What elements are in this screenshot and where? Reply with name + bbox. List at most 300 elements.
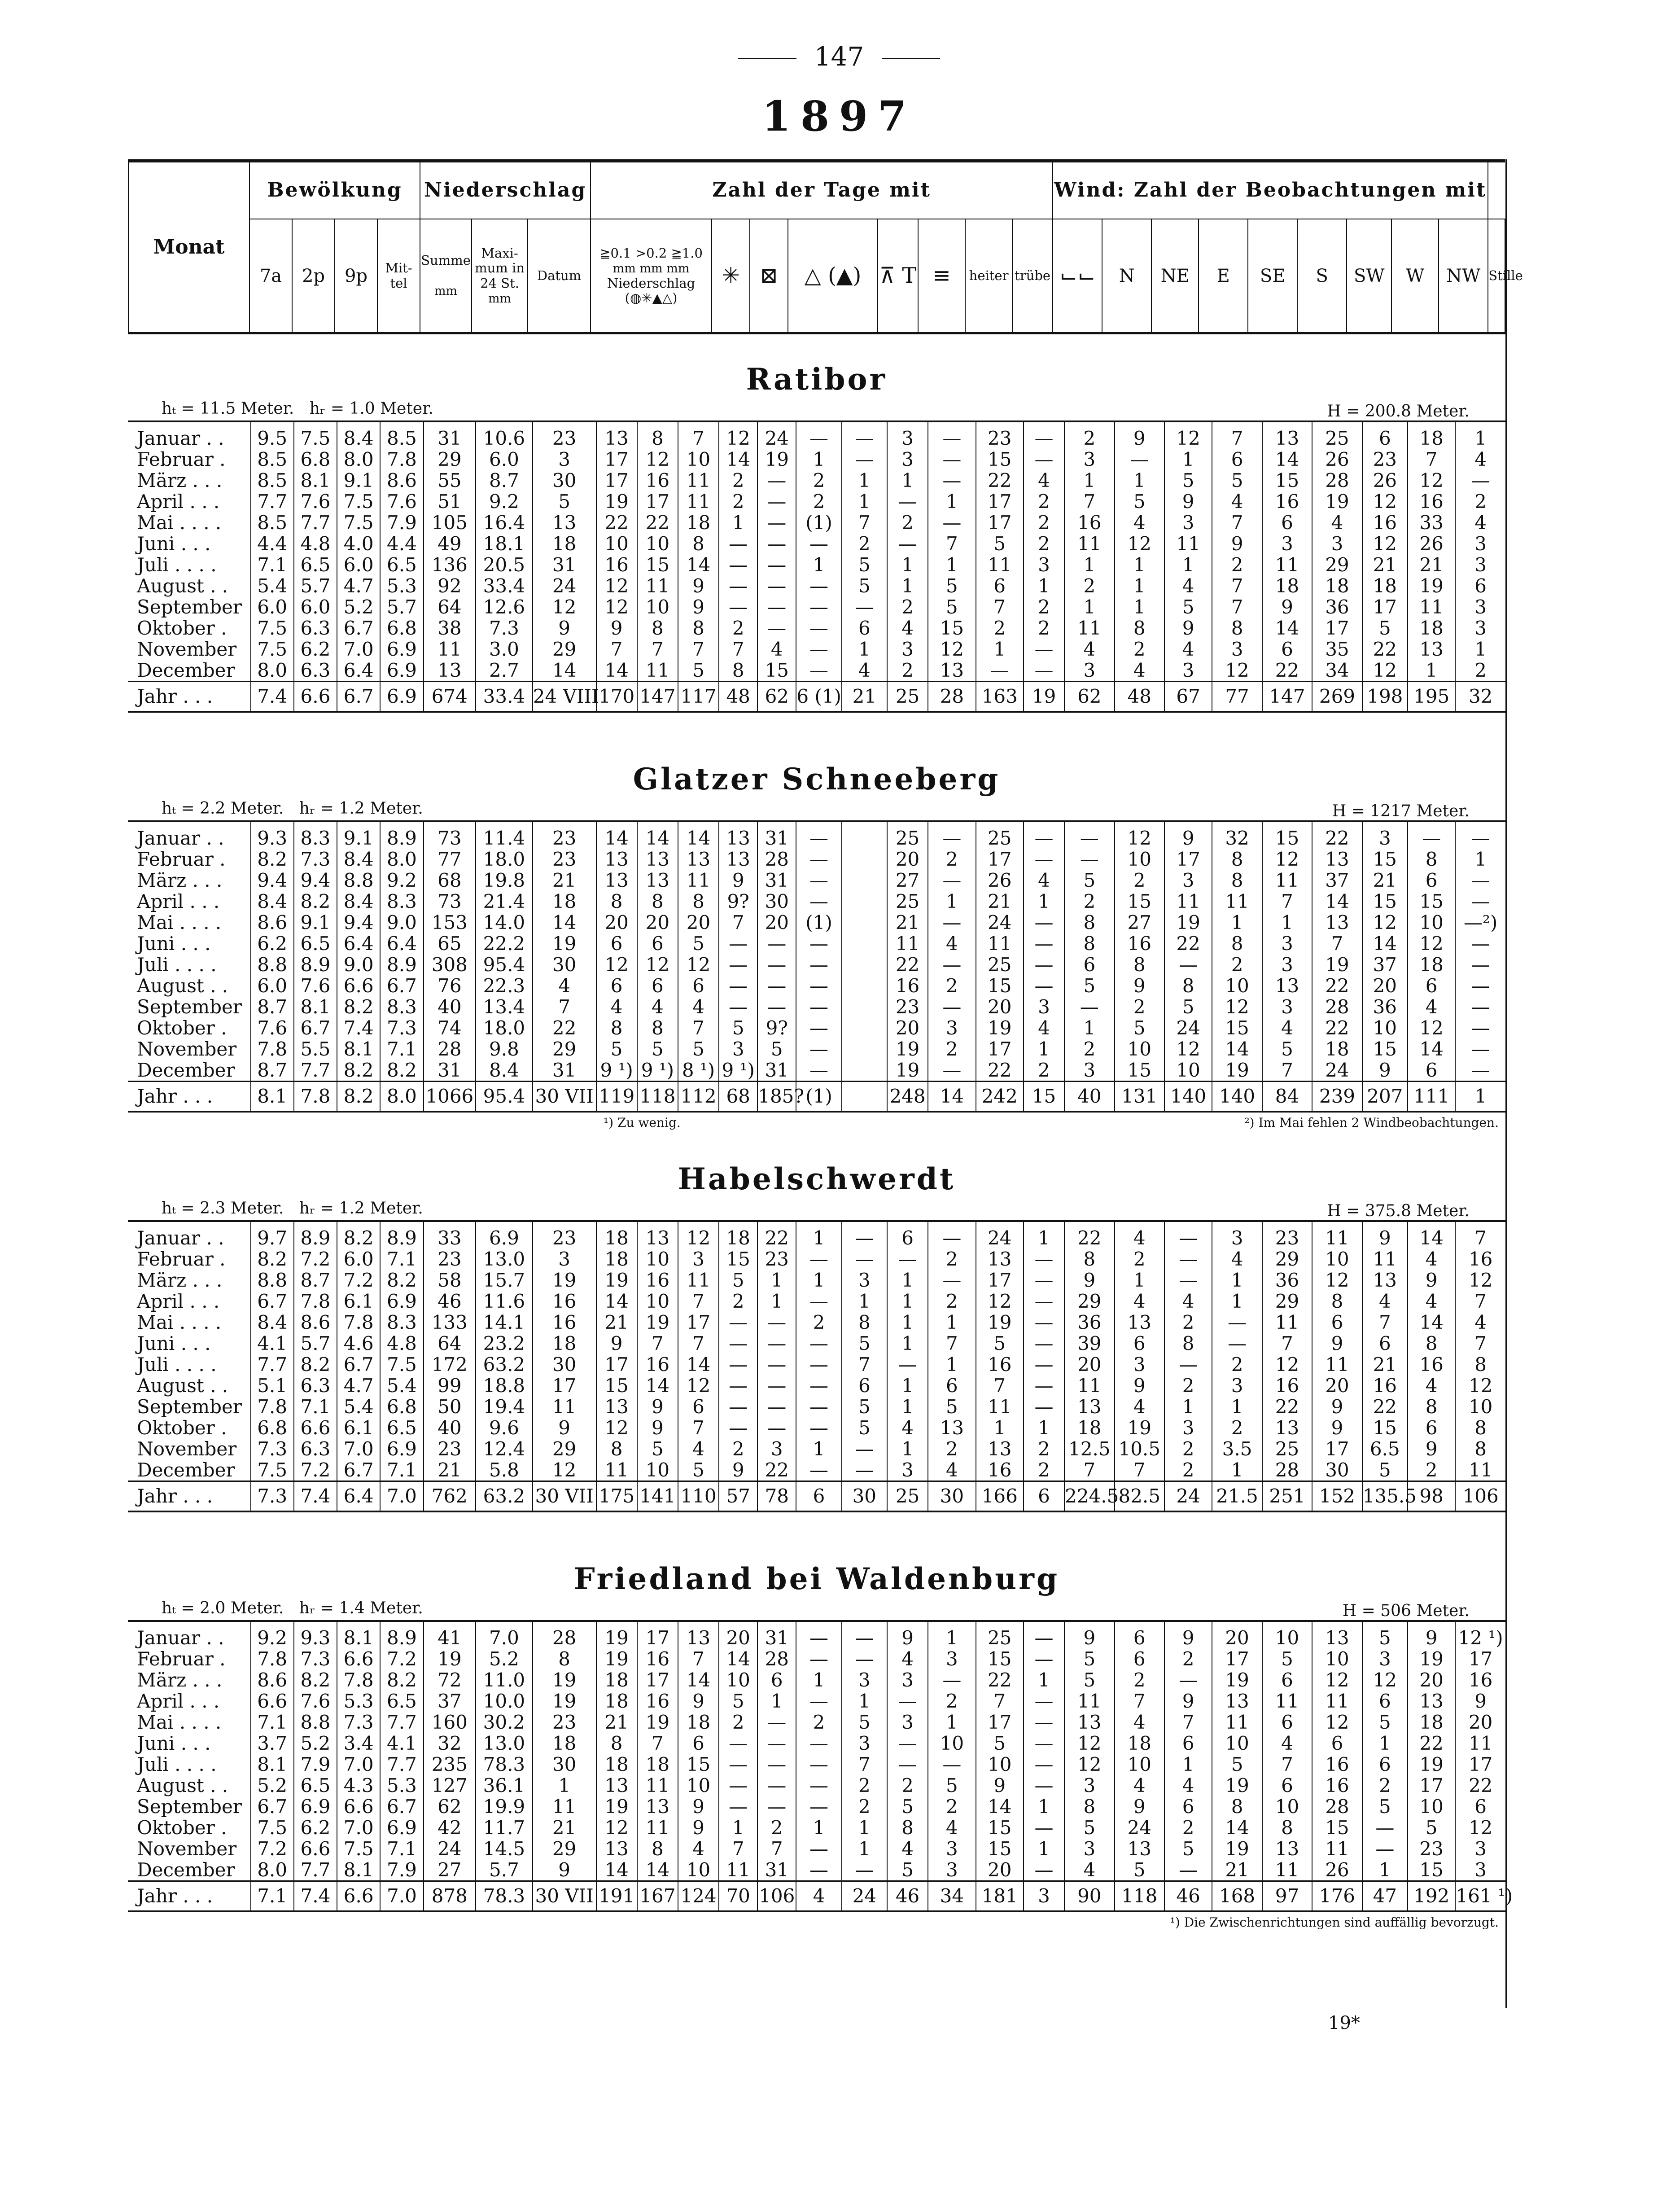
data-cell: 7.9 <box>294 1754 337 1775</box>
data-cell: 9 ¹) <box>719 1060 757 1082</box>
data-cell: 26 <box>1312 1859 1362 1881</box>
data-cell: 9 <box>1408 1627 1455 1648</box>
data-cell: 13 <box>1262 1838 1312 1859</box>
data-cell: 118 <box>637 1082 678 1112</box>
data-cell: 4 <box>1164 575 1212 596</box>
data-cell <box>842 1082 887 1112</box>
data-cell: — <box>1064 996 1114 1017</box>
month-label: September <box>137 1396 242 1418</box>
data-cell: 7.2 <box>294 1459 337 1481</box>
spacer-cell <box>976 1621 1024 1627</box>
data-cell: 5 <box>887 1796 928 1817</box>
data-cell: 8 <box>1164 1333 1212 1354</box>
data-cell: 11.6 <box>476 1291 533 1312</box>
data-cell: 3 <box>1455 554 1505 575</box>
month-label: Mai . . . . <box>137 1711 222 1733</box>
data-cell: 10 <box>678 1775 719 1796</box>
data-cell: 7.3 <box>251 1438 294 1459</box>
month-row <box>128 1375 1505 1396</box>
data-cell: 5.2 <box>294 1733 337 1754</box>
data-cell: — <box>1024 1733 1064 1754</box>
data-cell: 18 <box>533 533 596 554</box>
spacer-cell <box>1362 1221 1408 1227</box>
data-cell: 34 <box>928 1881 976 1912</box>
spacer-cell <box>424 1221 476 1227</box>
data-cell: 4 <box>887 1838 928 1859</box>
month-row <box>128 1648 1505 1669</box>
data-cell: 2 <box>796 1312 841 1333</box>
data-cell: 1 <box>1115 575 1164 596</box>
data-cell: 7.4 <box>251 682 294 712</box>
data-cell: 10 <box>1164 1060 1212 1082</box>
data-cell: 11 <box>678 870 719 891</box>
wind-se: SE <box>1248 219 1297 333</box>
spacer-cell <box>1362 421 1408 428</box>
data-cell: 15 <box>678 1754 719 1775</box>
data-cell: — <box>1455 828 1505 849</box>
data-cell: 97 <box>1262 1881 1312 1912</box>
data-cell: 5 <box>1262 1038 1312 1060</box>
data-cell: 12 <box>1115 533 1164 554</box>
data-cell: 19 <box>1408 1754 1455 1775</box>
data-cell: — <box>842 596 887 618</box>
spacer-cell <box>1064 421 1114 428</box>
data-cell: 25 <box>1312 428 1362 449</box>
month-row <box>128 954 1505 975</box>
data-cell: — <box>757 1775 796 1796</box>
data-cell: — <box>928 1754 976 1775</box>
data-cell: 95.4 <box>476 1082 533 1112</box>
data-cell: 6.7 <box>337 618 380 639</box>
spacer-cell <box>1164 821 1212 828</box>
data-cell: 13 <box>637 870 678 891</box>
spacer-cell <box>424 1621 476 1627</box>
data-cell: 4 <box>1212 1248 1262 1270</box>
data-cell: 239 <box>1312 1082 1362 1112</box>
spacer-cell <box>637 1221 678 1227</box>
year-total-row <box>128 1481 1505 1512</box>
data-cell: 3 <box>533 449 596 470</box>
month-row <box>128 1775 1505 1796</box>
data-cell: 5 <box>1212 1754 1262 1775</box>
data-cell: 1 <box>1024 1669 1064 1691</box>
spacer-cell <box>1262 1621 1312 1627</box>
monat-header: Monat <box>128 161 249 333</box>
data-cell: 18.0 <box>476 849 533 870</box>
data-cell: 22 <box>596 512 637 533</box>
data-cell: 5 <box>1408 1817 1455 1838</box>
data-cell: 31 <box>757 828 796 849</box>
data-cell: 9.0 <box>380 912 423 933</box>
data-cell: 25 <box>887 828 928 849</box>
data-cell: 8.1 <box>294 470 337 491</box>
month-label: Januar . . <box>137 1227 224 1249</box>
data-cell: 14 <box>719 1648 757 1669</box>
data-cell: 160 <box>424 1712 476 1733</box>
b-2p: 2p <box>292 219 335 333</box>
data-cell: 3.5 <box>1212 1438 1262 1459</box>
data-cell: 17 <box>596 1354 637 1375</box>
data-cell: 8 <box>678 891 719 912</box>
data-cell: 8.2 <box>380 1270 423 1291</box>
data-cell: 8 <box>637 428 678 449</box>
data-cell: 17 <box>976 512 1024 533</box>
data-cell: 5 <box>928 1396 976 1417</box>
data-cell: 7.8 <box>294 1291 337 1312</box>
spacer-cell <box>533 821 596 828</box>
data-cell: 7 <box>678 1417 719 1438</box>
data-cell: 7 <box>757 1838 796 1859</box>
data-cell: 5 <box>678 933 719 954</box>
data-cell: 33.4 <box>476 575 533 596</box>
data-cell: 7 <box>1455 1333 1505 1354</box>
spacer-cell <box>1262 821 1312 828</box>
data-cell: 29 <box>1262 1291 1312 1312</box>
data-cell: 4 <box>1115 1227 1164 1248</box>
data-cell: 4 <box>1024 470 1064 491</box>
data-cell: — <box>796 428 841 449</box>
data-cell: 8 <box>596 1438 637 1459</box>
data-cell: 30 <box>533 954 596 975</box>
month-label: Februar . <box>137 1248 226 1270</box>
spacer-cell <box>887 421 928 428</box>
data-cell: 1 <box>796 1270 841 1291</box>
data-cell: 195 <box>1408 682 1455 712</box>
data-cell: — <box>1024 1375 1064 1396</box>
data-cell: 4 <box>596 996 637 1017</box>
data-cell: 14 <box>678 1354 719 1375</box>
data-cell: 23 <box>424 1438 476 1459</box>
spacer-cell <box>337 1221 380 1227</box>
data-cell: 8.7 <box>251 996 294 1017</box>
data-cell: — <box>1455 891 1505 912</box>
data-cell: 8.2 <box>251 1248 294 1270</box>
data-cell: 14 <box>596 1859 637 1881</box>
data-cell: 8 <box>678 533 719 554</box>
data-cell: — <box>796 996 841 1017</box>
data-cell: 7 <box>1164 1712 1212 1733</box>
spacer-cell <box>476 421 533 428</box>
data-cell: 11 <box>637 1775 678 1796</box>
data-cell: 2 <box>928 1291 976 1312</box>
data-cell: 6.9 <box>380 660 423 682</box>
data-cell: 9.2 <box>251 1627 294 1648</box>
station-heights <box>128 1598 1505 1620</box>
data-cell: 6.4 <box>337 1481 380 1512</box>
data-cell: 22 <box>1064 1227 1114 1248</box>
month-label: December <box>137 1059 235 1081</box>
data-cell: 248 <box>887 1082 928 1112</box>
data-cell: — <box>719 1754 757 1775</box>
data-cell: — <box>842 1438 887 1459</box>
data-cell: 2 <box>842 533 887 554</box>
year-total-row <box>128 682 1505 712</box>
year-total-row <box>128 1881 1505 1912</box>
data-cell: 6.7 <box>294 1017 337 1038</box>
data-cell: 5 <box>1362 1796 1408 1817</box>
data-cell: 77 <box>1212 682 1262 712</box>
spacer-cell <box>294 1221 337 1227</box>
data-cell: 1 <box>1064 470 1114 491</box>
data-cell: 11 <box>1312 1838 1362 1859</box>
data-cell: — <box>719 996 757 1017</box>
data-cell: — <box>796 849 841 870</box>
data-cell: 10 <box>637 1248 678 1270</box>
data-cell: 18 <box>1064 1417 1114 1438</box>
data-cell: 8.2 <box>380 1669 423 1691</box>
data-cell: 308 <box>424 954 476 975</box>
data-cell: 8 <box>1212 1796 1262 1817</box>
data-cell: 15 <box>976 1817 1024 1838</box>
data-cell: 19 <box>1312 954 1362 975</box>
data-cell: 11 <box>596 1459 637 1481</box>
data-cell: 14 <box>1262 449 1312 470</box>
data-cell: 19 <box>1212 1060 1262 1082</box>
year-total-row <box>128 1082 1505 1112</box>
station-section <box>128 760 1505 1134</box>
data-cell: 19 <box>533 1691 596 1712</box>
data-cell: 7.0 <box>380 1881 423 1912</box>
spacer-cell <box>1115 421 1164 428</box>
instrument-heights: hₜ = 11.5 Meter. hᵣ = 1.0 Meter. <box>162 399 433 418</box>
data-cell: 67 <box>1164 682 1212 712</box>
spacer-cell <box>337 821 380 828</box>
data-cell: — <box>887 1754 928 1775</box>
data-cell: 10 <box>596 533 637 554</box>
data-cell: 1 <box>928 891 976 912</box>
data-cell: — <box>1164 1227 1212 1248</box>
data-cell: 21 <box>1362 554 1408 575</box>
station-data-table <box>128 421 1505 713</box>
data-cell: 106 <box>1455 1481 1505 1512</box>
data-cell: 1 <box>887 1291 928 1312</box>
data-cell: 18 <box>533 1333 596 1354</box>
data-cell: 6.8 <box>380 1396 423 1417</box>
data-cell: 2 <box>1164 1375 1212 1396</box>
data-cell: 7.0 <box>380 1481 423 1512</box>
data-cell: 1 <box>796 1817 841 1838</box>
data-cell: 23 <box>533 1227 596 1248</box>
data-cell: — <box>796 870 841 891</box>
data-cell: — <box>1408 828 1455 849</box>
data-cell: 12 <box>1164 1038 1212 1060</box>
data-cell: 17 <box>976 1270 1024 1291</box>
data-cell: 23 <box>533 1712 596 1733</box>
spacer-cell <box>1164 1621 1212 1627</box>
data-cell: 73 <box>424 891 476 912</box>
data-cell: — <box>796 1796 841 1817</box>
data-cell: 7 <box>842 512 887 533</box>
month-row <box>128 639 1505 660</box>
spacer-cell <box>128 1621 251 1627</box>
data-cell: 30 <box>842 1481 887 1512</box>
data-cell: 3 <box>1455 1838 1505 1859</box>
data-cell: 8.2 <box>337 1060 380 1082</box>
data-cell: 6.5 <box>1362 1438 1408 1459</box>
data-cell: 1 <box>1212 1291 1262 1312</box>
data-cell: 9.1 <box>294 912 337 933</box>
month-label: September <box>137 996 242 1018</box>
data-cell: 6.1 <box>337 1291 380 1312</box>
data-cell: 21 <box>887 912 928 933</box>
data-cell: 11 <box>1262 1312 1312 1333</box>
data-cell: 6 <box>887 1227 928 1248</box>
data-cell: 7 <box>1115 1691 1164 1712</box>
data-cell: 4 <box>1362 1291 1408 1312</box>
data-cell: 7.8 <box>337 1312 380 1333</box>
data-cell: 47 <box>1362 1881 1408 1912</box>
data-cell: 7 <box>678 1291 719 1312</box>
spacer-cell <box>380 1221 423 1227</box>
month-row <box>128 891 1505 912</box>
spacer-row <box>128 1221 1505 1227</box>
month-label: September <box>137 596 242 618</box>
data-cell: 30 <box>533 470 596 491</box>
data-cell: — <box>1024 1859 1064 1881</box>
data-cell: 5.7 <box>380 596 423 618</box>
data-cell: 6.9 <box>380 1817 423 1838</box>
data-cell: 11 <box>719 1859 757 1881</box>
month-label: Juni . . . <box>137 933 211 955</box>
data-cell: 8.6 <box>251 912 294 933</box>
data-cell: 110 <box>678 1481 719 1512</box>
data-cell: 5.8 <box>476 1459 533 1481</box>
spacer-cell <box>1064 1221 1114 1227</box>
data-cell: — <box>928 954 976 975</box>
data-cell: 13 <box>1262 975 1312 996</box>
data-cell: 16 <box>1262 1375 1312 1396</box>
data-cell: 6.5 <box>380 554 423 575</box>
data-cell: 27 <box>424 1859 476 1881</box>
data-cell: 6.2 <box>294 1817 337 1838</box>
data-cell: 2 <box>1024 1438 1064 1459</box>
month-label: März . . . <box>137 869 223 891</box>
data-cell: 13.0 <box>476 1248 533 1270</box>
data-cell: 12 <box>596 575 637 596</box>
data-cell: — <box>719 1396 757 1417</box>
month-label: November <box>137 638 237 660</box>
data-cell: 6.4 <box>337 660 380 682</box>
data-cell: — <box>719 1417 757 1438</box>
data-cell: 12 <box>1212 660 1262 682</box>
data-cell: 12 <box>1362 533 1408 554</box>
data-cell: — <box>796 891 841 912</box>
spacer-cell <box>842 1221 887 1227</box>
data-cell: 15 <box>1024 1082 1064 1112</box>
data-cell: 8.5 <box>251 449 294 470</box>
spacer-cell <box>1164 1221 1212 1227</box>
data-cell: 29 <box>533 1838 596 1859</box>
data-cell: 4.8 <box>380 1333 423 1354</box>
truebe-label: trübe <box>1012 219 1053 333</box>
data-cell: 27 <box>887 870 928 891</box>
data-cell: 31 <box>424 428 476 449</box>
data-cell: 1 <box>1212 1270 1262 1291</box>
data-cell: 29 <box>533 1438 596 1459</box>
data-cell: 17 <box>1455 1754 1505 1775</box>
data-cell: 167 <box>637 1881 678 1912</box>
data-cell: — <box>796 1754 841 1775</box>
data-cell: 9.8 <box>476 1038 533 1060</box>
data-cell: 13 <box>637 849 678 870</box>
data-cell: — <box>796 1017 841 1038</box>
data-cell: 64 <box>424 596 476 618</box>
data-cell: 19 <box>1212 1669 1262 1691</box>
data-cell: 6.7 <box>251 1796 294 1817</box>
data-cell: — <box>1024 1648 1064 1669</box>
data-cell: — <box>1212 1312 1262 1333</box>
data-cell: 24 <box>1312 1060 1362 1082</box>
data-cell: 8.3 <box>380 1312 423 1333</box>
data-cell: 19 <box>887 1038 928 1060</box>
data-cell: 762 <box>424 1481 476 1512</box>
data-cell: 5 <box>1115 1859 1164 1881</box>
data-cell: 5 <box>757 1038 796 1060</box>
data-cell: 11 <box>1064 618 1114 639</box>
data-cell: — <box>757 1712 796 1733</box>
month-label: Juni . . . <box>137 1332 211 1354</box>
data-cell: 9.4 <box>251 870 294 891</box>
data-cell: 8 <box>596 1733 637 1754</box>
data-cell: 30 <box>1312 1459 1362 1481</box>
wind-ne: NE <box>1151 219 1199 333</box>
data-cell: 18 <box>678 1712 719 1733</box>
spacer-cell <box>1164 421 1212 428</box>
data-cell: — <box>1024 1270 1064 1291</box>
data-cell: 6.7 <box>337 1459 380 1481</box>
data-cell: 7 <box>596 639 637 660</box>
data-cell: 2 <box>976 618 1024 639</box>
data-cell: 9 <box>678 1817 719 1838</box>
data-cell: 9 <box>1064 1270 1114 1291</box>
data-cell: 6.0 <box>251 975 294 996</box>
instrument-heights: hₜ = 2.2 Meter. hᵣ = 1.2 Meter. <box>162 799 423 818</box>
data-cell: 127 <box>424 1775 476 1796</box>
data-cell: 14 <box>596 660 637 682</box>
data-cell: 131 <box>1115 1082 1164 1112</box>
data-cell: 23 <box>976 428 1024 449</box>
data-cell: 23 <box>533 849 596 870</box>
data-cell: 6.9 <box>380 1438 423 1459</box>
data-cell: 2 <box>1455 660 1505 682</box>
data-cell: 10 <box>719 1669 757 1691</box>
data-cell: 2 <box>1164 1438 1212 1459</box>
data-cell: 3 <box>887 639 928 660</box>
data-cell: 6.7 <box>380 1796 423 1817</box>
data-cell: 9 <box>596 1333 637 1354</box>
data-cell: 105 <box>424 512 476 533</box>
data-cell: 2 <box>1212 954 1262 975</box>
data-cell: 13 <box>533 512 596 533</box>
footnote-right: ²) Im Mai fehlen 2 Windbeobachtungen. <box>1244 1115 1499 1130</box>
zahl-der-tage-header: Zahl der Tage mit <box>591 161 1053 219</box>
data-cell: 19 <box>596 1648 637 1669</box>
data-cell: 16 <box>1408 491 1455 512</box>
data-cell: 112 <box>678 1082 719 1112</box>
data-cell: 20 <box>1312 1375 1362 1396</box>
data-cell: 8.1 <box>337 1627 380 1648</box>
month-label: März . . . <box>137 1669 223 1691</box>
data-cell: 7 <box>1455 1291 1505 1312</box>
spacer-cell <box>1408 421 1455 428</box>
data-cell: 78.3 <box>476 1881 533 1912</box>
month-row <box>128 1754 1505 1775</box>
data-cell: 1 <box>842 1838 887 1859</box>
data-cell: 1 <box>887 575 928 596</box>
data-cell: 19 <box>424 1648 476 1669</box>
data-cell: 7.9 <box>380 1859 423 1881</box>
data-cell: 5 <box>1064 1817 1114 1838</box>
